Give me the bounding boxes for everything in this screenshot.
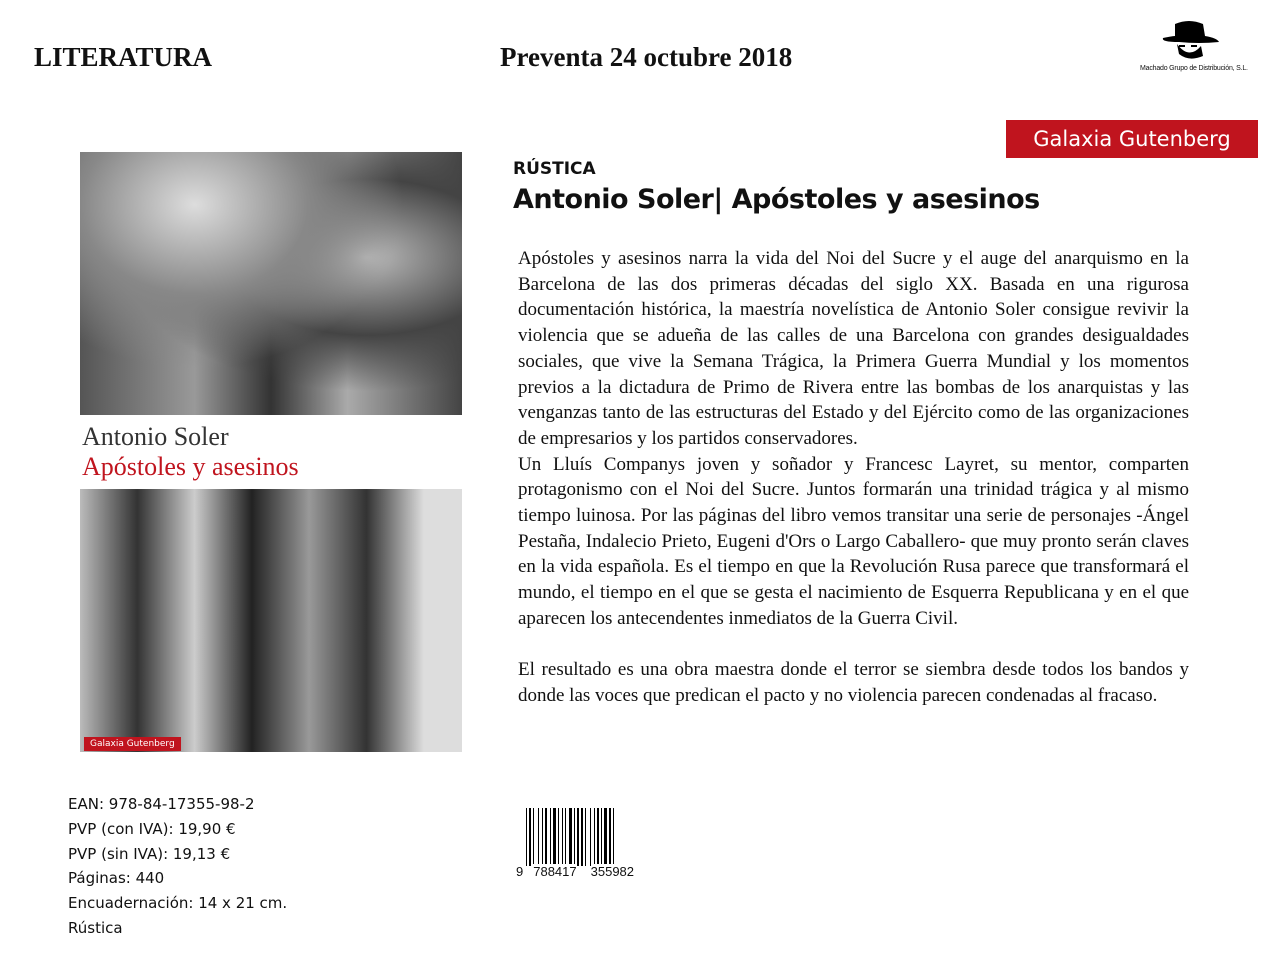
synopsis-paragraph: Un Lluís Companys joven y soñador y Francesc Layret, su mentor, comparten protagonismo con el Noi del Sucre. Juntos formarán una trinidad trágica y al mismo tiempo luinosa. Por las páginas del libro vemos transitar una serie de personajes -Ángel Pestaña, Indalecio Prieto, Eugeni d'Ors o Largo Caballero- que muy pronto serán claves en la vida española. Es el tiempo en que la Revolución Rusa parece que transformará el mundo, el tiempo en el que se gesta el nacimiento de Esquerra Republicana y en el que aparecen los antecendentes inmediatos de la Guerra Civil.	[518, 453, 1189, 629]
barcode-digits-left: 788417	[533, 864, 577, 879]
synopsis	[518, 246, 1189, 709]
barcode-digit-first: 9	[516, 864, 524, 879]
cover-title: Apóstoles y asesinos	[82, 452, 299, 481]
spec-price-novat: PVP (sin IVA): 19,13 €	[68, 844, 231, 863]
barcode-bar	[613, 808, 614, 866]
synopsis-paragraph: Apóstoles y asesinos narra la vida del Noi del Sucre y el auge del anarquismo en la Barcelona de las dos primeras décadas del siglo XX. Basada en una rigurosa documentación histórica, la maestría novelística de Antonio Soler consigue revivir la violencia que se adueña de las calles de una Barcelona con grandes desigualdades sociales, que vive la Semana Trágica, la Primera Guerra Mundial y los momentos previos a la dictadura de Primo de Rivera entre las bombas de los anarquistas y las venganzas tanto de las estructuras del Estado y del Ejército como de las organizaciones de empresarios y los partidos conservadores.	[518, 248, 1189, 449]
barcode-number	[516, 864, 666, 879]
publisher-logo: Galaxia Gutenberg	[1006, 120, 1258, 158]
cover-author: Antonio Soler	[82, 422, 229, 451]
book-specs	[68, 792, 287, 941]
distributor-logo	[1140, 18, 1248, 72]
presale-date: Preventa 24 octubre 2018	[500, 42, 793, 72]
section-label: LITERATURA	[34, 42, 213, 72]
binding-type: RÚSTICA	[513, 159, 596, 179]
spec-pages: Páginas: 440	[68, 869, 165, 888]
book-cover	[80, 152, 462, 752]
distributor-name: Machado Grupo de Distribución, S.L.	[1140, 65, 1248, 72]
cover-photo-bottom	[80, 489, 462, 752]
cover-publisher-label: Galaxia Gutenberg	[84, 737, 181, 751]
barcode	[516, 808, 666, 880]
spec-size: Encuadernación: 14 x 21 cm.	[68, 894, 288, 913]
barcode-bars	[526, 808, 614, 870]
barcode-digits-right: 355982	[590, 864, 635, 879]
synopsis-paragraph: El resultado es una obra maestra donde el terror se siembra desde todos los bandos y donde las voces que predican el pacto y no violencia parecen condenadas al fracaso.	[518, 659, 1189, 706]
cover-photo-top	[80, 152, 462, 415]
hat-face-icon	[1159, 18, 1221, 60]
spec-ean: EAN: 978-84-17355-98-2	[68, 795, 255, 813]
spec-binding: Rústica	[68, 918, 123, 937]
spec-price-vat: PVP (con IVA): 19,90 €	[68, 819, 236, 838]
book-heading: Antonio Soler| Apóstoles y asesinos	[513, 184, 1040, 215]
